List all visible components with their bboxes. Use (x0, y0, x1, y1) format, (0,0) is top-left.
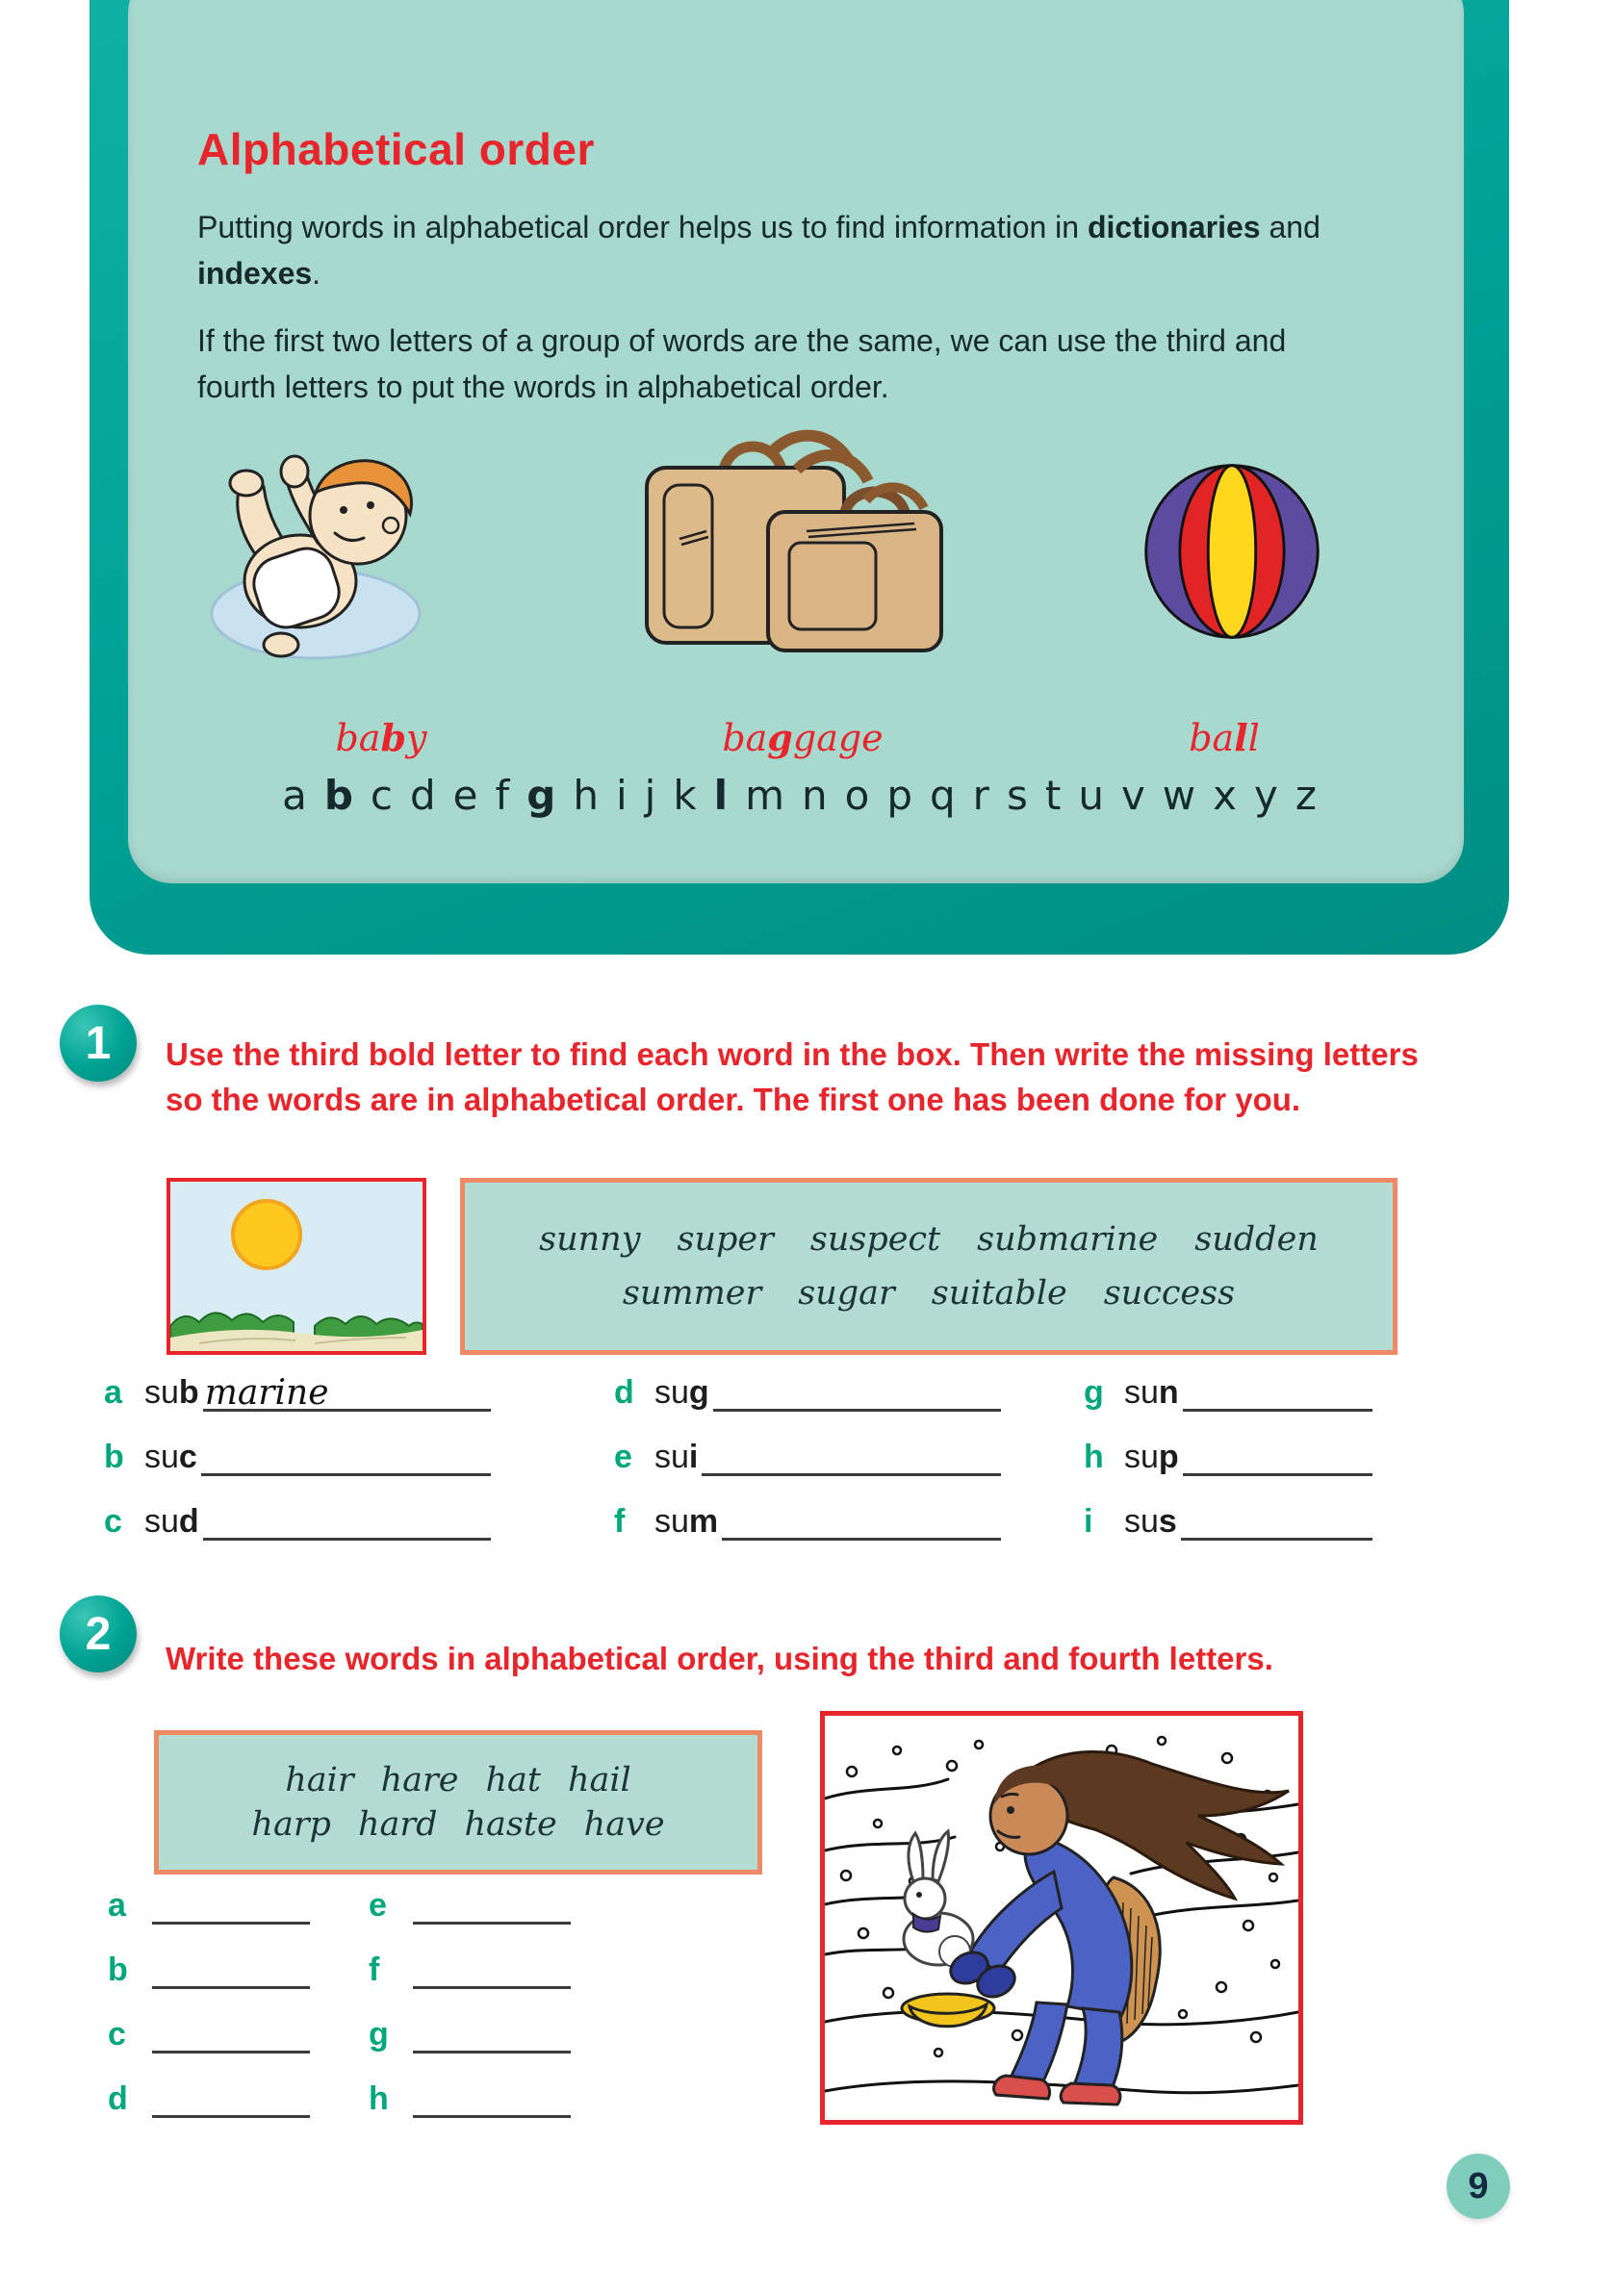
item-letter: g (369, 2016, 389, 2053)
word-box-word: haste (464, 1805, 557, 1844)
intro-paragraph-2: If the first two letters of a group of words are the same, we can use the third and fourth letters to put the words in alphabetical order. (197, 323, 1287, 404)
exercise2-item-b (108, 1947, 310, 1989)
alphabet-letter-p: p (886, 772, 912, 819)
alphabet-letter-k: k (673, 772, 697, 819)
label-bold-letter: b (380, 716, 407, 759)
word-box-word: super (677, 1220, 774, 1259)
exercise1-item-g (1084, 1369, 1372, 1412)
label-part: ba (335, 717, 381, 759)
page-title: Alphabetical order (197, 124, 595, 174)
word-box-word: summer (622, 1274, 762, 1313)
item-bold-letter: p (1158, 1439, 1179, 1475)
alphabet-letter-y: y (1254, 772, 1278, 819)
item-letter: a (104, 1374, 122, 1411)
alphabet-letter-o: o (844, 772, 870, 819)
word-box-line (521, 1220, 1337, 1259)
label-part: ba (722, 717, 768, 759)
answer-blank[interactable] (1183, 1438, 1372, 1476)
item-word-prefix: sui (654, 1439, 699, 1475)
word-box-word: suspect (809, 1220, 941, 1259)
intro-paragraph-1 (197, 204, 1352, 296)
item-bold-letter: s (1158, 1503, 1177, 1540)
written-answer: marine (204, 1373, 329, 1413)
item-letter: d (108, 2080, 128, 2117)
exercise1-instruction: Use the third bold letter to find each word in the box. Then write the missing letters so the words are in alphabetical order. The first one has been done for you. (166, 1036, 1419, 1117)
item-bold-letter: b (178, 1374, 199, 1411)
exercise2-number-badge: 2 (60, 1595, 137, 1672)
exercise2-item-f (369, 1947, 571, 1989)
word-box-word: hard (357, 1805, 438, 1844)
answer-blank[interactable] (1183, 1373, 1372, 1412)
exercise2-item-a (108, 1882, 310, 1925)
exercise1-item-h (1084, 1434, 1372, 1476)
baggage-illustration (626, 412, 967, 674)
word-box-line (604, 1274, 1253, 1313)
exercise1-number-badge: 1 (60, 1005, 137, 1082)
item-letter: f (369, 1952, 380, 1988)
answer-blank[interactable] (152, 2015, 310, 2054)
word-box-word: suitable (931, 1274, 1067, 1313)
label-part: l (1247, 717, 1260, 759)
exercise2-word-box (154, 1730, 762, 1875)
item-letter: e (369, 1887, 387, 1924)
exercise1-item-d (614, 1369, 1001, 1412)
item-bold-letter: d (178, 1503, 199, 1540)
word-box-word: sunny (539, 1220, 641, 1259)
example-label-ball (1099, 716, 1349, 759)
answer-blank[interactable] (702, 1438, 1001, 1476)
item-letter: h (369, 2080, 389, 2117)
alphabet-letter-i: i (616, 772, 628, 819)
item-word-prefix: sud (144, 1503, 199, 1540)
exercise1-word-box (460, 1178, 1397, 1355)
word-box-word: harp (251, 1805, 331, 1844)
item-letter: c (108, 2016, 126, 2053)
word-box-word: success (1103, 1274, 1236, 1313)
item-word-prefix: sus (1124, 1503, 1177, 1540)
intro-text: Putting words in alphabetical order helps us to find information in (197, 210, 1088, 244)
answer-blank[interactable] (152, 1951, 310, 1989)
label-bold-letter: l (1234, 716, 1248, 759)
item-letter: f (614, 1503, 626, 1540)
answer-blank[interactable] (413, 2079, 571, 2118)
word-box-line (238, 1805, 678, 1844)
exercise1-item-f (614, 1498, 1001, 1541)
answer-blank[interactable] (152, 2079, 310, 2118)
item-word-prefix: sug (654, 1374, 709, 1411)
answer-blank[interactable] (1181, 1502, 1372, 1541)
word-box-line (271, 1761, 644, 1799)
alphabet-letter-d: d (409, 772, 436, 819)
label-part: y (406, 717, 427, 759)
alphabet-letter-c: c (370, 772, 393, 819)
item-bold-letter: m (688, 1503, 719, 1540)
example-label-baggage (678, 716, 928, 759)
word-box-word: have (583, 1805, 665, 1844)
intro-bold-word: dictionaries (1087, 210, 1261, 244)
alphabet-letter-r: r (972, 772, 989, 819)
alphabet-letter-f: f (495, 772, 510, 819)
item-word-prefix: sup (1124, 1439, 1179, 1475)
answer-blank[interactable] (201, 1438, 491, 1476)
item-word-prefix: sun (1124, 1374, 1179, 1411)
answer-blank[interactable] (413, 2015, 571, 2054)
exercise1-item-i (1084, 1498, 1372, 1541)
item-letter: b (108, 1952, 128, 1988)
alphabet-letter-v: v (1120, 772, 1145, 819)
alphabet-letter-t: t (1044, 772, 1062, 819)
intro-text: . (312, 256, 321, 291)
answer-blank[interactable] (722, 1502, 1001, 1541)
exercise1-item-e (614, 1434, 1001, 1476)
exercise1-item-c (104, 1498, 491, 1541)
label-part: gage (792, 717, 884, 759)
answer-blank[interactable] (413, 1886, 571, 1925)
sun-illustration (167, 1178, 426, 1355)
alphabet-letter-s: s (1006, 772, 1028, 819)
item-letter: d (614, 1374, 634, 1411)
item-letter: i (1084, 1503, 1093, 1540)
exercise2-item-h (369, 2076, 571, 2118)
item-letter: g (1084, 1374, 1104, 1411)
item-word-prefix: sum (654, 1503, 719, 1540)
example-label-baby (256, 716, 506, 759)
alphabet-letter-h: h (573, 772, 599, 819)
word-box-word: hat (485, 1761, 541, 1799)
item-bold-letter: g (688, 1374, 709, 1411)
item-bold-letter: i (688, 1439, 699, 1475)
answer-blank[interactable] (152, 1886, 310, 1925)
item-word-prefix: suc (144, 1439, 197, 1475)
exercise1-item-a (104, 1369, 491, 1412)
alphabet-row (128, 772, 1471, 819)
item-letter: e (614, 1439, 632, 1475)
item-letter: b (104, 1439, 124, 1475)
word-box-word: hare (380, 1761, 459, 1799)
answer-blank[interactable] (203, 1502, 491, 1541)
answer-blank[interactable] (413, 1951, 571, 1989)
item-letter: a (108, 1887, 126, 1924)
alphabet-letter-b: b (323, 772, 353, 819)
exercise2-item-d (108, 2076, 310, 2118)
item-letter: c (104, 1503, 122, 1540)
answer-blank[interactable] (713, 1373, 1001, 1412)
item-word-prefix: sub (144, 1374, 199, 1411)
word-box-word: hail (567, 1761, 631, 1799)
word-box-word: submarine (977, 1220, 1159, 1259)
alphabet-letter-z: z (1295, 772, 1317, 819)
alphabet-letter-u: u (1078, 772, 1104, 819)
alphabet-letter-n: n (802, 772, 828, 819)
alphabet-letter-a: a (282, 772, 307, 819)
exercise2-instruction: Write these words in alphabetical order, using the third and fourth letters. (166, 1641, 1273, 1676)
ball-illustration (1141, 460, 1323, 649)
word-box-word: sugar (798, 1274, 895, 1313)
alphabet-letter-l: l (713, 772, 729, 819)
word-box-word: hair (285, 1761, 354, 1799)
alphabet-letter-j: j (644, 772, 656, 819)
answer-blank[interactable] (203, 1373, 491, 1412)
alphabet-letter-w: w (1162, 772, 1196, 819)
alphabet-letter-m: m (745, 772, 784, 819)
alphabet-letter-e: e (452, 772, 478, 819)
exercise1-item-b (104, 1434, 491, 1476)
exercise2-item-e (369, 1882, 571, 1925)
baby-illustration (192, 429, 423, 665)
page-number-badge: 9 (1447, 2154, 1510, 2219)
label-part: ba (1189, 717, 1235, 759)
alphabet-letter-q: q (930, 772, 956, 819)
item-bold-letter: c (178, 1439, 197, 1475)
exercise2-item-g (369, 2011, 571, 2054)
item-bold-letter: n (1158, 1374, 1179, 1411)
alphabet-letter-x: x (1213, 772, 1238, 819)
exercise2-item-c (108, 2011, 310, 2054)
intro-bold-word: indexes (197, 256, 313, 291)
item-letter: h (1084, 1439, 1104, 1475)
label-bold-letter: g (767, 716, 793, 759)
alphabet-letter-g: g (526, 772, 556, 819)
harp-player-snow-illustration (820, 1711, 1303, 2125)
word-box-word: sudden (1194, 1220, 1319, 1259)
intro-text: and (1260, 210, 1320, 244)
